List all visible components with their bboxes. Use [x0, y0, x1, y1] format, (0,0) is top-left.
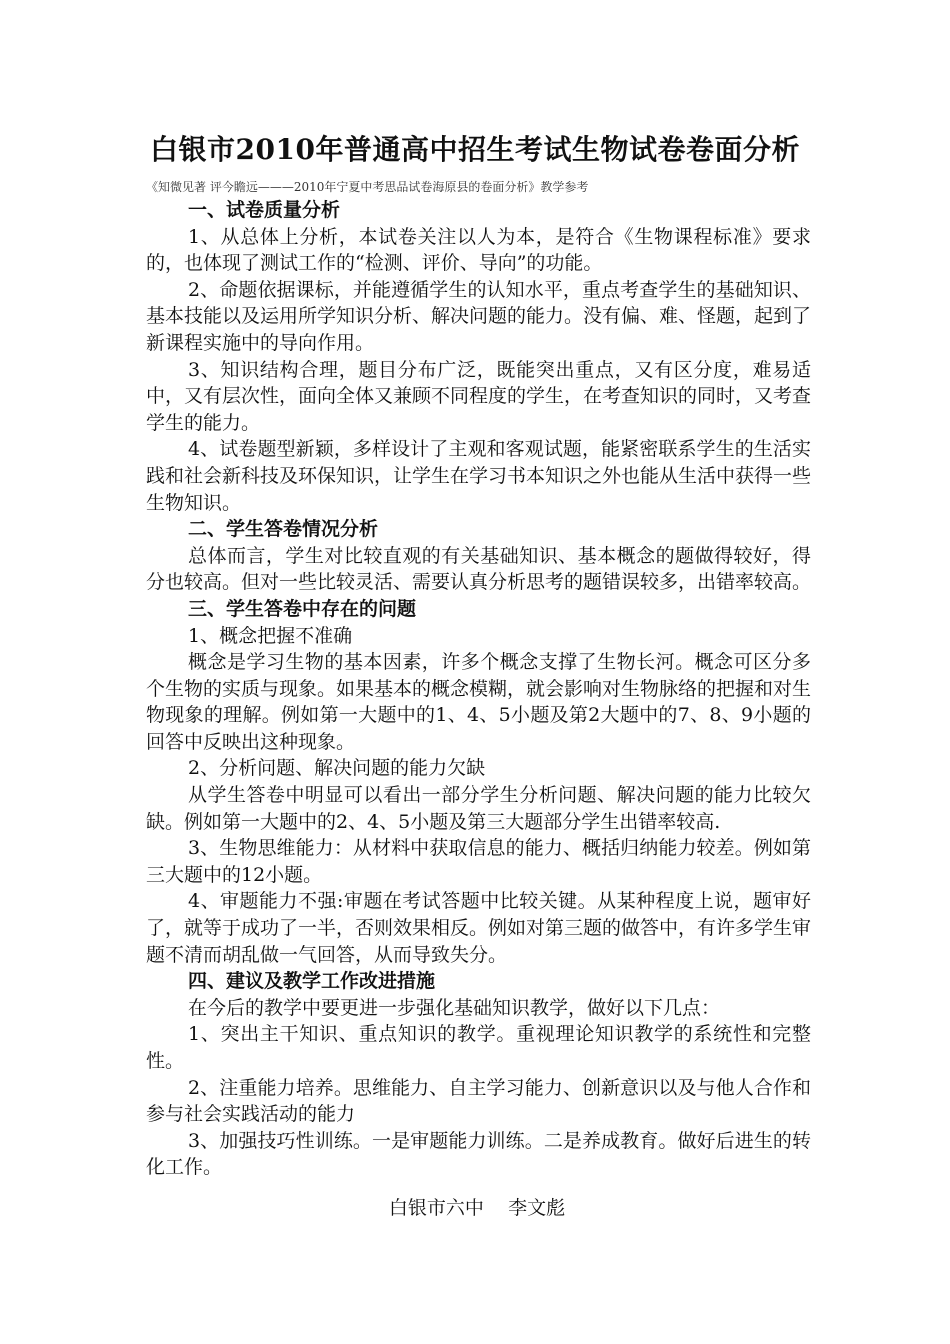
- paragraph: 2、命题依据课标，并能遵循学生的认知水平，重点考查学生的基础知识、基本技能以及运用所学知识分析、解决问题的能力。没有偏、难、怪题，起到了新课程实施中的导向作用。: [146, 278, 812, 354]
- paragraph: 总体而言，学生对比较直观的有关基础知识、基本概念的题做得较好，得分也较高。但对一些比较灵活、需要认真分析思考的题错误较多，出错率较高。: [146, 544, 812, 594]
- page-title: 白银市2010年普通高中招生考试生物试卷卷面分析: [150, 133, 800, 166]
- paragraph: 2、注重能力培养。思维能力、自主学习能力、创新意识以及与他人合作和参与社会实践活动的能力: [146, 1076, 811, 1126]
- paragraph: 在今后的教学中要更进一步强化基础知识教学，做好以下几点：: [188, 996, 721, 1019]
- paragraph: 3、生物思维能力：从材料中获取信息的能力、概括归纳能力较差。例如第三大题中的12小题。: [146, 837, 811, 886]
- section-heading-quality: 一、试卷质量分析: [188, 199, 341, 221]
- section-heading-suggestions: 四、建议及教学工作改进措施: [188, 970, 436, 993]
- author-signature: 白银市六中 李文彪: [388, 1197, 566, 1219]
- section-heading-answers: 二、学生答卷情况分析: [188, 518, 379, 541]
- paragraph: 概念是学习生物的基本因素，许多个概念支撑了生物长河。概念可区分多个生物的实质与现象。如果基本的概念模糊，就会影响对生物脉络的把握和对生物现象的理解。例如第一大题中的1、4、5小题及第2大题中的7、8、9小题的回答中反映出这种现象。: [146, 651, 812, 753]
- paragraph: 3、加强技巧性训练。一是审题能力训练。二是养成教育。做好后进生的转化工作。: [146, 1129, 811, 1179]
- paragraph: 2、分析问题、解决问题的能力欠缺: [188, 757, 486, 780]
- paragraph: 3、知识结构合理，题目分布广泛，既能突出重点，又有区分度，难易适中，又有层次性，面向全体又兼顾不同程度的学生，在考查知识的同时，又考查学生的能力。: [146, 358, 812, 434]
- page-subtitle: 《知微见著 评今瞻远———2010年宁夏中考思品试卷海原县的卷面分析》教学参考: [146, 180, 589, 194]
- paragraph: 1、概念把握不准确: [188, 624, 353, 647]
- section-heading-problems: 三、学生答卷中存在的问题: [188, 597, 417, 620]
- paragraph: 4、试卷题型新颖，多样设计了主观和客观试题，能紧密联系学生的生活实践和社会新科技及环保知识，让学生在学习书本知识之外也能从生活中获得一些生物知识。: [146, 438, 812, 514]
- document-body: [146, 197, 811, 1181]
- paragraph: 4、审题能力不强:审题在考试答题中比较关键。从某种程度上说，题审好了，就等于成功了一半，否则效果相反。例如对第三题的做答中，有许多学生审题不清而胡乱做一气回答，从而导致失分。: [146, 890, 812, 966]
- paragraph: 1、从总体上分析，本试卷关注以人为本，是符合《生物课程标准》要求的，也体现了测试工作的“检测、评价、导向”的功能。: [146, 225, 811, 275]
- paragraph: 从学生答卷中明显可以看出一部分学生分析问题、解决问题的能力比较欠缺。例如第一大题中的2、4、5小题及第三大题部分学生出错率较高.: [146, 784, 811, 833]
- paragraph: 1、突出主干知识、重点知识的教学。重视理论知识教学的系统性和完整性。: [146, 1023, 811, 1072]
